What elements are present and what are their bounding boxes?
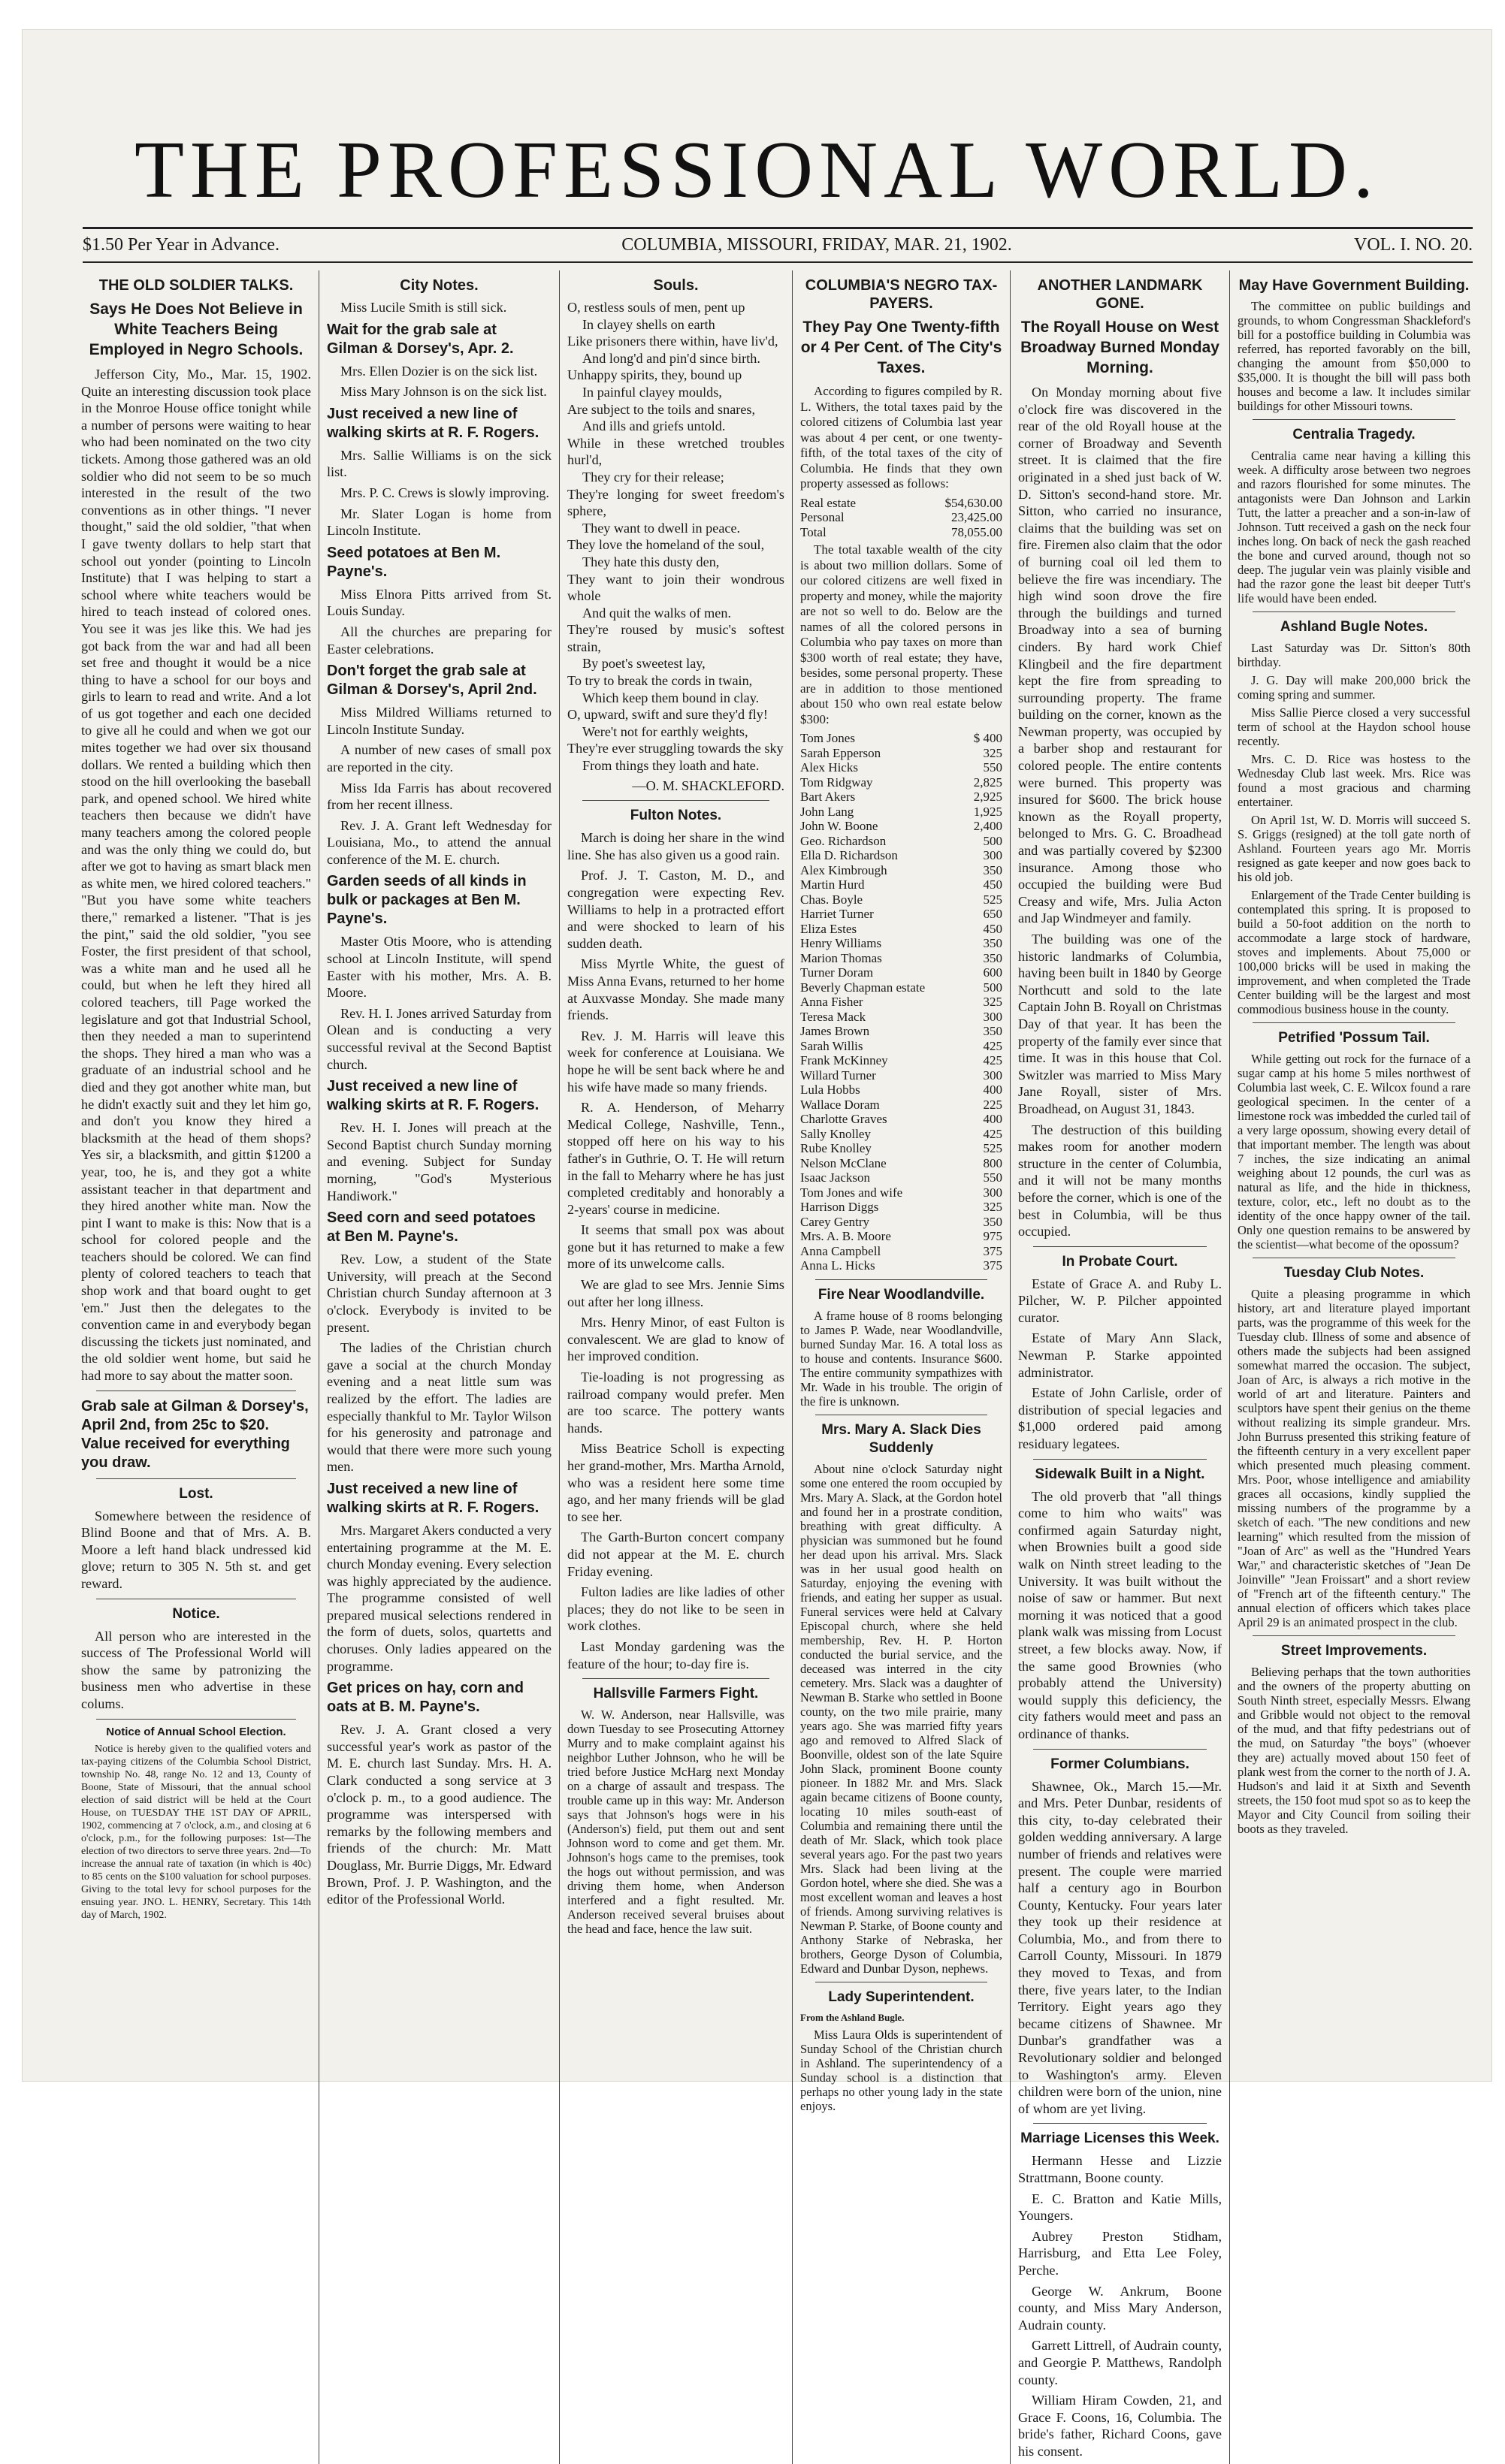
taxpayer-name: Charlotte Graves <box>800 1112 887 1126</box>
city-note: Mrs. Ellen Dozier is on the sick list. <box>340 363 538 379</box>
taxpayer-value: 2,825 <box>973 775 1002 790</box>
taxpayer-value: 300 <box>983 1067 1002 1083</box>
taxpayer-row <box>800 1200 1002 1215</box>
taxpayer-name: Anna Campbell <box>800 1243 881 1258</box>
tax-summary-table <box>800 496 1002 540</box>
taxpayer-name: John W. Boone <box>800 819 878 833</box>
taxpayer-row <box>800 1244 1002 1259</box>
fulton-note: March is doing her share in the wind line. She has also given us a good rain. <box>567 830 784 862</box>
text-lady: Miss Laura Olds is superintendent of Sunday School of the Christian church in Ashland. The superintendency of a Sunday school is a distinction that perhaps no other young lady in the state enjoys. <box>800 2027 1002 2113</box>
taxpayer-value: 300 <box>983 1185 1002 1200</box>
taxpayer-row <box>800 805 1002 820</box>
taxpayer-value: 2,925 <box>973 790 1002 804</box>
fulton-note: Miss Beatrice Scholl is expecting her grand-mother, Mrs. Martha Arnold, who was a resident here some time ago, and her many friends will be glad to see her. <box>567 1441 784 1524</box>
poem-line: In clayey shells on earth <box>582 316 715 332</box>
city-note: Rev. J. A. Grant closed a very successful year's work as pastor of the M. E. church last Sunday. Mrs. H. A. Clark conducted a song service at 3 o'clock p. m., to a good audience. The programme was interspersed with remarks by the following members and friends of the church: Mr. Matt Douglass, Mr. Burrie Diggs, Mr. Edward Brown, Prof. J. P. Washington, and the editor of the Professional World. <box>327 1722 552 1907</box>
probate-entry: Estate of John Carlisle, order of distribution of special legacies and $1,000 ordered paid among residuary legatees. <box>1018 1385 1222 1452</box>
city-note: The ladies of the Christian church gave a social at the church Monday evening and a neat little sum was realized by the effort. The ladies are especially thankful to Mr. Taylor Wilson for his generosity and patronage and would that there were more such young men. <box>327 1340 552 1475</box>
taxpayer-row <box>800 995 1002 1010</box>
headline-city-notes: City Notes. <box>400 277 479 294</box>
license-entry: William Hiram Cowden, 21, and Grace F. Coons, 16, Columbia. The bride's father, Richard Coons, gave his consent. <box>1018 2393 1222 2459</box>
fulton-note: Miss Myrtle White, the guest of Miss Anna Evans, returned to her home at Auxvasse Monday. She made many friends. <box>567 956 784 1023</box>
fulton-note: Prof. J. T. Caston, M. D., and congregation were expecting Rev. Williams to help in a protracted effort and were shocked to learn of his sudden death. <box>567 868 784 951</box>
headline-government: May Have Government Building. <box>1238 277 1470 294</box>
poem-line: Which keep them bound in clay. <box>582 690 760 705</box>
license-entry: Aubrey Preston Stidham, Harrisburg, and Etta Lee Foley, Perche. <box>1018 2228 1222 2278</box>
headline-souls: Souls. <box>653 277 699 294</box>
divider <box>1033 1749 1207 1750</box>
taxpayer-row <box>800 1024 1002 1039</box>
text-tax-mid: The total taxable wealth of the city is about two million dollars. Some of our colored citizens are well fixed in property and money, while the majority are not so well to do. Below are the names of all the colored persons in Columbia who pay taxes on more than $300 worth of real estate; they have, besides, some personal property. These are in addition to those mentioned about 150 who own real estate below $300: <box>800 542 1002 726</box>
taxpayer-name: Lula Hobbs <box>800 1083 860 1097</box>
summary-row <box>800 496 1002 511</box>
divider <box>582 800 769 801</box>
headline-tuesday: Tuesday Club Notes. <box>1283 1265 1425 1281</box>
divider <box>1033 1459 1207 1460</box>
taxpayer-value: 325 <box>983 1200 1002 1214</box>
fulton-note: We are glad to see Mrs. Jennie Sims out after her long illness. <box>567 1277 784 1309</box>
city-notes-ad: Don't forget the grab sale at Gilman & Dorsey's, April 2nd. <box>327 663 537 699</box>
city-notes-list <box>327 299 552 1908</box>
license-entry: E. C. Bratton and Katie Mills, Youngers. <box>1018 2191 1222 2224</box>
taxpayer-name: Ella D. Richardson <box>800 848 898 862</box>
taxpayer-name: Marion Thomas <box>800 950 882 965</box>
subhead-taxpayers: They Pay One Twenty-fifth or 4 Per Cent. of The City's Taxes. <box>800 319 1002 376</box>
city-note: Rev. H. I. Jones will preach at the Second Baptist church Sunday morning and evening. Subject for Sunday morning, "God's Mysterious Handiwork." <box>327 1120 552 1203</box>
ad-grab-sale: Grab sale at Gilman & Dorsey's, April 2nd, from 25c to $20. Value received for everything you draw. <box>81 1397 309 1471</box>
taxpayer-row <box>800 1258 1002 1273</box>
poem-line: From things they loath and hate. <box>582 758 760 774</box>
taxpayer-value: 350 <box>983 936 1002 950</box>
summary-value: 78,055.00 <box>951 524 1002 539</box>
summary-value: $54,630.00 <box>944 495 1002 510</box>
headline-lost: Lost. <box>179 1485 213 1502</box>
city-note: Rev. J. A. Grant left Wednesday for Louisiana, Mo., to attend the annual conference of the M. E. church. <box>327 817 552 867</box>
taxpayer-name: Carey Gentry <box>800 1214 870 1229</box>
taxpayer-row <box>800 819 1002 834</box>
probate-notes <box>1018 1276 1222 1453</box>
divider <box>1033 1246 1207 1247</box>
probate-entry: Estate of Grace A. and Ruby L. Pilcher, W. P. Pilcher appointed curator. <box>1018 1276 1222 1325</box>
taxpayer-row <box>800 1170 1002 1185</box>
taxpayer-value: 425 <box>983 1038 1002 1053</box>
taxpayer-value: 400 <box>983 1112 1002 1126</box>
taxpayer-row <box>800 1112 1002 1127</box>
taxpayer-name: Mrs. A. B. Moore <box>800 1229 891 1243</box>
poem-line: They're longing for sweet freedom's sphere, <box>567 486 784 519</box>
poem-line: Were't not for earthly weights, <box>582 723 748 739</box>
poem-line: O, restless souls of men, pent up <box>567 300 745 315</box>
text-tax-intro: According to figures compiled by R. L. Withers, the total taxes paid by the colored citizens of Columbia last year was about 4 per cent, or one twenty-fifth, of the total taxes of the city of Columbia. He finds that they own property assessed as follows: <box>800 384 1002 491</box>
ashland-note: On April 1st, W. D. Morris will succeed S. S. Griggs (resigned) at the toll gate north of Ashland. Fourteen years ago Mr. Morris resigned as gate keeper and now goes back to his old job. <box>1238 813 1470 884</box>
taxpayer-row <box>800 965 1002 980</box>
taxpayer-value: 425 <box>983 1126 1002 1141</box>
city-notes-ad: Seed corn and seed potatoes at Ben M. Payne's. <box>327 1209 536 1246</box>
city-note: Rev. Low, a student of the State University, will preach at the Second Christian church Sunday afternoon at 3 o'clock. Everybody is invited to be present. <box>327 1252 552 1335</box>
summary-row <box>800 525 1002 540</box>
headline-fulton: Fulton Notes. <box>630 808 722 824</box>
taxpayer-value: 2,400 <box>973 819 1002 833</box>
taxpayer-name: John Lang <box>800 804 854 819</box>
headline-taxpayers: COLUMBIA'S NEGRO TAX-PAYERS. <box>805 277 998 312</box>
taxpayer-value: 450 <box>983 877 1002 892</box>
taxpayer-value: 300 <box>983 1009 1002 1024</box>
taxpayer-row <box>800 877 1002 892</box>
article-old-soldier: Jefferson City, Mo., Mar. 15, 1902. Quite an interesting discussion took place in the Monroe House office tonight while a number of persons were waiting to hear who had been nominated on the two city tickets. Among those gathered was an old soldier who did not seem to be so much interested in the result of the two conventions as in other things. "I never thought," said the old soldier, "that when I gave twenty dollars to help start that school out yonder (pointing to Lincoln Institute) that I was helping to start a school where white teachers would be hired to teach instead of colored ones. You see it was jes like this. We had jes got back from the war and had all been set free and thought it would be a nice thing to have a school for our boys and girls to learn to read and write. And a lot of us got together and each one decided to give all he could and when we got our mites together we had over six thousand dollars. We rented a building which then stood on the hill overlooking the baseball park, and opened school. We hired white teachers then because we didn't have many teachers among the colored people and was the only thing we could do, but after we got to having as smart black men as white men, we hired colored teachers." "But you have some white teachers there," remarked a listener. "That is jes the pint," said the old soldier, "you see Foster, the first president of that school, was a white man and he used all he could, but when he left they hired all colored teachers, till Page worked the legislature and got that Industrial School, then they needed a man to superintend the shops. They hired a man who was a graduate of an industrial school and he died and they got another white man, but he didn't exactly suit and they let him go, and don't you know they hired a blacksmith at the head of them shops? Yes sir, a blacksmith, and gittin $1200 a year, too, he is, and they got a white assistant teacher in that department and they hired another white man. Now the pint I want to make is this: Now that is a school for colored people and the teachers should be colored. We can find plenty of colored teachers to teach that shop work and that board ought to get 'em." Just then the delegates to the convention came in and everybody began discussing the tickets just nominated, and the old soldier went home, but said he had more to say about the matter soon. <box>81 367 311 1384</box>
taxpayer-name: Martin Hurd <box>800 877 865 892</box>
poem-line: To try to break the cords in twain, <box>567 673 753 689</box>
taxpayer-row <box>800 951 1002 966</box>
taxpayer-row <box>800 922 1002 937</box>
taxpayer-name: Eliza Estes <box>800 921 857 936</box>
headline-lady: Lady Superintendent. <box>828 1988 975 2005</box>
taxpayer-name: Teresa Mack <box>800 1009 866 1024</box>
divider <box>1253 1022 1455 1023</box>
taxpayer-row <box>800 790 1002 805</box>
headline-licenses: Marriage Licenses this Week. <box>1020 2130 1219 2147</box>
poem-line: And ills and griefs untold. <box>582 418 726 434</box>
taxpayer-value: 975 <box>983 1229 1002 1243</box>
taxpayer-value: 550 <box>983 1170 1002 1185</box>
taxpayer-name: Anna Fisher <box>800 995 863 1009</box>
taxpayer-value: 450 <box>983 921 1002 936</box>
taxpayer-name: Beverly Chapman estate <box>800 980 926 995</box>
taxpayer-row <box>800 863 1002 878</box>
fulton-note: R. A. Henderson, of Meharry Medical College, Nashville, Tenn., stopped off here on his way to his father's in Guthrie, O. T. He will return in the fall to Meharry where he has just completed creditably and honorably a 2-years' course in medicine. <box>567 1100 784 1217</box>
city-notes-ad: Just received a new line of walking skirts at R. F. Rogers. <box>327 1480 539 1516</box>
city-note: Mrs. Sallie Williams is on the sick list. <box>327 447 552 480</box>
poem-line: They love the homeland of the soul, <box>567 537 765 553</box>
text-hallsville: W. W. Anderson, near Hallsville, was down Tuesday to see Prosecuting Attorney Murry and to make complaint against his neighbor Luther Johnson, who he will be tried before Justice McHarg next Monday on a charge of assault and trespass. The trouble came up in this way: Mr. Anderson says that Johnson's hogs were in his (Anderson's) field, put them out and sent Johnson word to come and get them. Mr. Johnson's hogs came to the premises, took the hogs out without permission, and was driving them home, when Anderson interfered and a fight resulted. Mr. Anderson received several bruises about the head and face, hence the law suit. <box>567 1708 784 1937</box>
taxpayer-value: 350 <box>983 1214 1002 1229</box>
headline-former: Former Columbians. <box>1050 1756 1189 1772</box>
taxpayer-name: Chas. Boyle <box>800 892 863 907</box>
taxpayer-value: 650 <box>983 907 1002 921</box>
taxpayer-name: Geo. Richardson <box>800 833 887 848</box>
taxpayer-name: Harriet Turner <box>800 907 874 921</box>
taxpayer-name: Sally Knolley <box>800 1126 871 1141</box>
taxpayer-value: $ 400 <box>973 731 1002 745</box>
city-notes-ad: Just received a new line of walking skirts at R. F. Rogers. <box>327 1078 539 1114</box>
text-notice: All person who are interested in the success of The Professional World will show the same by patronizing the business men who advertise in these colums. <box>81 1628 311 1711</box>
dateline <box>83 231 1473 258</box>
subhead-landmark: The Royall House on West Broadway Burned Monday Morning. <box>1020 319 1219 376</box>
text-slack: About nine o'clock Saturday night some one entered the room occupied by Mrs. Mary A. Slack, at the Gordon hotel and found her in a prostrate condition, breathing with great difficulty. A physician was summoned but he found her dead upon his arrival. Mrs. Slack was in her usual good health on Saturday, enjoying the evening with friends, and eating her supper as usual. Funeral services were held at Calvary Episcopal church, where she held membership, Rev. H. P. Horton conducted the burial service, and the deceased was interred in the city cemetery. Mrs. Slack was a daughter of Newman B. Starke who settled in Boone county, on the two mile prairie, many years ago. She was married fifty years ago and removed to Alfred Slack of Boonville, oldest son of the late Squire John Slack, prominent Boone county pioneer. In 1882 Mr. and Mrs. Slack again became citizens of Boone county, locating 10 miles south-east of Columbia and remaining there until the death of Mr. Slack, which took place several years ago. For the past two years Mrs. Slack had been living at the Gordon hotel, where she died. She was a most excellent woman and leaves a host of friends. Among surviving relatives is Newman P. Starke, of Boone county and Anthony Starke of Nebraska, her brothers, George Dyson of Columbia, Edward and Dunbar Dyson, nephews. <box>800 1461 1002 1976</box>
poem-line: They hate this dusty den, <box>582 554 720 569</box>
taxpayer-name: Isaac Jackson <box>800 1170 870 1185</box>
taxpayer-value: 525 <box>983 1141 1002 1155</box>
taxpayer-value: 500 <box>983 833 1002 848</box>
taxpayer-row <box>800 1039 1002 1054</box>
taxpayer-row <box>800 834 1002 849</box>
city-notes-ad: Seed potatoes at Ben M. Payne's. <box>327 544 501 580</box>
landmark-article <box>1018 384 1222 1240</box>
poem-line: While in these wretched troubles hurl'd, <box>567 435 784 468</box>
poem-line: Are subject to the toils and snares, <box>567 401 756 417</box>
city-note: Mrs. P. C. Crews is slowly improving. <box>340 485 549 500</box>
city-notes-ad: Garden seeds of all kinds in bulk or packages at Ben M. Payne's. <box>327 873 527 928</box>
taxpayer-value: 525 <box>983 892 1002 907</box>
city-note: Mr. Slater Logan is home from Lincoln Institute. <box>327 506 552 539</box>
taxpayer-name: Alex Hicks <box>800 760 858 775</box>
city-note: Miss Mary Johnson is on the sick list. <box>340 384 547 400</box>
headline-possum: Petrified 'Possum Tail. <box>1278 1030 1430 1046</box>
taxpayer-name: Henry Williams <box>800 936 882 950</box>
taxpayer-value: 350 <box>983 950 1002 965</box>
city-notes-ad: Get prices on hay, corn and oats at B. M. Payne's. <box>327 1680 524 1716</box>
taxpayer-row <box>800 1068 1002 1083</box>
taxpayer-row <box>800 1053 1002 1068</box>
masthead-title: THE PROFESSIONAL WORLD. <box>134 125 1380 215</box>
taxpayer-row <box>800 907 1002 922</box>
column-6 <box>1230 270 1478 2464</box>
divider <box>1253 419 1455 420</box>
fulton-note: The Garth-Burton concert company did not appear at the M. E. church Friday evening. <box>567 1529 784 1579</box>
taxpayer-name: James Brown <box>800 1024 870 1038</box>
columns <box>74 270 1501 2459</box>
taxpayer-value: 325 <box>983 995 1002 1009</box>
divider <box>815 1279 987 1280</box>
taxpayer-value: 375 <box>983 1243 1002 1258</box>
headline-sidewalk: Sidewalk Built in a Night. <box>1035 1466 1205 1482</box>
taxpayer-value: 225 <box>983 1097 1002 1112</box>
taxpayer-name: Harrison Diggs <box>800 1200 879 1214</box>
taxpayer-value: 425 <box>983 1053 1002 1067</box>
fulton-note: Last Monday gardening was the feature of the hour; to-day fire is. <box>567 1638 784 1671</box>
ashland-note: Last Saturday was Dr. Sitton's 80th birthday. <box>1238 641 1470 669</box>
column-4 <box>793 270 1011 2464</box>
headline-old-soldier: THE OLD SOLDIER TALKS. <box>98 277 294 294</box>
landmark-paragraph: The destruction of this building makes room for another modern structure in the center of Columbia, and it will not be many months before the corner, which is one of the best in Columbia, will be thus occupied. <box>1018 1122 1222 1240</box>
poem-line: They cry for their release; <box>582 469 724 485</box>
divider <box>1253 611 1455 612</box>
taxpayer-name: Willard Turner <box>800 1067 876 1083</box>
taxpayer-name: Tom Jones and wife <box>800 1185 903 1200</box>
poem-line: They're ever struggling towards the sky <box>567 741 784 756</box>
text-lost: Somewhere between the residence of Blind Boone and that of Mrs. A. B. Moore a left hand black undressed kid glove; return to 305 N. 5th st. and get reward. <box>81 1508 311 1591</box>
summary-row <box>800 510 1002 525</box>
city-note: Miss Elnora Pitts arrived from St. Louis Sunday. <box>327 586 552 619</box>
text-former: Shawnee, Ok., March 15.—Mr. and Mrs. Peter Dunbar, residents of this city, to-day celebrated their golden wedding anniversary. A large number of friends and relatives were present. The couple were married half a century ago in Bourbon County, Kentucky. Four years later they took up their residence at Columbia, Mo., and from there to Carroll County, Missouri. In 1879 they moved to Texas, and from there, five years later, to the Indian Territory. Eight years ago they became citizens of Shawnee. Mr Dunbar's grandfather was a Revolutionary soldier and belonged to Washington's army. Eleven children were born of the union, nine of whom are yet living. <box>1018 1778 1222 2116</box>
taxpayer-row <box>800 848 1002 863</box>
text-government: The committee on public buildings and grounds, to whom Congressman Shackleford's bill for a postoffice building in Columbia was referred, has reported favorably on the bill, changing the amount from $50,000 to $35,000. It is thought the bill will pass both houses and become a law. It includes similar buildings for other Missouri towns. <box>1238 299 1470 413</box>
license-entry: George W. Ankrum, Boone county, and Miss Mary Anderson, Audrain county. <box>1018 2283 1222 2333</box>
text-tuesday: Quite a pleasing programme in which history, art and literature played important parts, was the programme of this week for the Tuesday club. Illness of some and absence of others made the subjects had been assigned somewhat marred the occasion. The subject, Joan of Arc, is always a rich motive in the world of art and literature. Painters and sculptors have spent their genius on the theme without realizing its simple grandeur. Mrs. John Burruss presented this striking feature of the fifteenth century in a very excellent paper which presented much pleasing comment. Mrs. Poor, whose intelligence and amiability graces all occasions, kindly supplied the missing numbers of the programme by a sketch of each. "The new conditions and new learning" which resulted from the mission of "Joan of Arc" as well as the "Hundred Years War," and characteristic sketches of "Jean De Joinville" "Jean Froissart" and a short review of "French art of the fifteenth century." The annual election of officers which takes place April 29 is an animated prospect in the club. <box>1238 1287 1470 1629</box>
taxpayer-name: Bart Akers <box>800 790 856 804</box>
taxpayer-name: Tom Jones <box>800 731 855 745</box>
city-note: Miss Lucile Smith is still sick. <box>340 300 507 315</box>
poem-line: And quit the walks of men. <box>582 605 732 621</box>
city-note: Miss Ida Farris has about recovered from her recent illness. <box>327 780 552 813</box>
column-1 <box>74 270 319 2464</box>
headline-ashland: Ashland Bugle Notes. <box>1280 619 1428 635</box>
column-3 <box>560 270 793 2464</box>
city-note: Miss Mildred Williams returned to Lincoln Institute Sunday. <box>327 705 552 737</box>
summary-label: Personal <box>800 510 845 524</box>
text-street: Believing perhaps that the town authorities and the owners of the property abutting on South Ninth street, especially Messrs. Elwang and Gribble would not object to the removal of the mud, and that fifty pedestrians out of the mud, on Saturday "the boys" (whoever they are) actually moved about 150 feet of plank west from the corner to the north of J. A. Hudson's and laid it at Sixth and Seventh streets, the 150 foot mud spot so as to keep the Mayor and City Council from soiling their boots as they traveled. <box>1238 1665 1470 1836</box>
taxpayer-value: 350 <box>983 862 1002 877</box>
taxpayer-name: Sarah Willis <box>800 1038 863 1053</box>
poem-souls <box>567 299 784 775</box>
taxpayer-row <box>800 1083 1002 1098</box>
poem-line: They want to dwell in peace. <box>582 520 741 536</box>
city-note: Master Otis Moore, who is attending school at Lincoln Institute, will spend Easter with his mother, Mrs. A. B. Moore. <box>327 934 552 1001</box>
divider <box>1253 1635 1455 1636</box>
divider <box>582 1678 769 1679</box>
taxpayer-row <box>800 760 1002 775</box>
poem-line: In painful clayey moulds, <box>582 384 722 400</box>
taxpayer-row <box>800 936 1002 951</box>
poem-line: By poet's sweetest lay, <box>582 656 706 672</box>
taxpayer-name: Sarah Epperson <box>800 745 881 760</box>
ashland-note: J. G. Day will make 200,000 brick the coming spring and summer. <box>1238 673 1470 702</box>
taxpayer-value: 1,925 <box>973 804 1002 819</box>
text-sidewalk: The old proverb that "all things come to him who waits" was confirmed again Saturday night, when Brownies built a good side walk on Ninth street leading to the University. It was built without the noise of saw or hammer. But next morning it was noticed that a good plank walk was missing from Locust street, a few blocks away. Now, if the same good Brownies (who probably attend the University) would supply this deficiency, the city fathers would meet and pass an ordinance of thanks. <box>1018 1488 1222 1741</box>
taxpayer-row <box>800 1156 1002 1171</box>
summary-value: 23,425.00 <box>951 510 1002 524</box>
taxpayer-value: 800 <box>983 1155 1002 1170</box>
city-notes-ad: Wait for the grab sale at Gilman & Dorsey's, Apr. 2. <box>327 321 514 357</box>
taxpayer-row <box>800 1229 1002 1244</box>
column-5 <box>1011 270 1230 2464</box>
taxpayer-row <box>800 1185 1002 1200</box>
summary-label: Total <box>800 524 827 539</box>
text-centralia: Centralia came near having a killing this week. A difficulty arose between two negroes and razors flourished for some minutes. The antagonists were Dan Johnson and Larkin Tutt, the latter a preacher and a son-in-law of Johnson. Tutt received a gash on the neck four inches long. On back of neck the gash reached the bone and curved around, though not so deep. The jugular vein was plainly visible and had the razor gone the least bit deeper Tutt's life would have been ended. <box>1238 448 1470 605</box>
probate-entry: Estate of Mary Ann Slack, Newman P. Starke appointed administrator. <box>1018 1330 1222 1380</box>
taxpayer-value: 550 <box>983 760 1002 775</box>
summary-label: Real estate <box>800 495 857 510</box>
headline-landmark: ANOTHER LANDMARK GONE. <box>1037 277 1203 312</box>
taxpayer-name: Turner Doram <box>800 965 874 980</box>
fulton-note: Rev. J. M. Harris will leave this week for conference at Louisiana. We hope he will be sent back where he and his wife have made so many friends. <box>567 1028 784 1095</box>
taxpayer-row <box>800 892 1002 907</box>
taxpayer-name: Frank McKinney <box>800 1053 888 1067</box>
source-lady: From the Ashland Bugle. <box>800 2011 905 2023</box>
taxpayer-row <box>800 1141 1002 1156</box>
poem-line: And long'd and pin'd since birth. <box>582 350 760 366</box>
headline-notice: Notice. <box>172 1605 220 1622</box>
ashland-note: Miss Sallie Pierce closed a very successful term of school at the Haydon school house recently. <box>1238 705 1470 748</box>
landmark-paragraph: The building was one of the historic landmarks of Columbia, having been built in 1840 by George Northcutt and sold to the late Captain John B. Royall on Christmas Day of that year. It has been the property of the family ever since that time. It was in this house that Col. Switzler was married to Miss Mary Jane Royall, sister of Mrs. Broadhead, on August 31, 1843. <box>1018 932 1222 1116</box>
taxpayer-row <box>800 775 1002 790</box>
taxpayer-value: 375 <box>983 1258 1002 1273</box>
newspaper-page <box>23 30 1491 2459</box>
poem-line: Unhappy spirits, they, bound up <box>567 367 742 383</box>
divider <box>96 1719 296 1720</box>
fulton-note: Tie-loading is not progressing as railroad company would prefer. Men are too scarce. The pottery wants hands. <box>567 1369 784 1436</box>
ashland-notes <box>1238 641 1470 1016</box>
poem-line: They want to join their wondrous whole <box>567 571 784 604</box>
poem-signature: —O. M. SHACKLEFORD. <box>632 778 784 793</box>
top-rule <box>83 227 1473 229</box>
taxpayer-row <box>800 1010 1002 1025</box>
taxpayer-row <box>800 1098 1002 1113</box>
taxpayer-name: Rube Knolley <box>800 1141 872 1155</box>
taxpayer-value: 500 <box>983 980 1002 995</box>
city-note: A number of new cases of small pox are reported in the city. <box>327 742 552 775</box>
taxpayer-row <box>800 1127 1002 1142</box>
column-2 <box>319 270 560 2464</box>
city-note: Rev. H. I. Jones arrived Saturday from Olean and is conducting a very successful revival at the Second Baptist church. <box>327 1005 552 1072</box>
subhead-old-soldier: Says He Does Not Believe in White Teachers Being Employed in Negro Schools. <box>89 300 304 358</box>
place-and-date: COLUMBIA, MISSOURI, FRIDAY, MAR. 21, 1902. <box>621 234 1012 255</box>
fulton-note: It seems that small pox was about gone but it has returned to make a few more of its unwelcome calls. <box>567 1222 784 1272</box>
divider <box>1033 2123 1207 2124</box>
subscription-price: $1.50 Per Year in Advance. <box>83 234 280 255</box>
taxpayer-name: Alex Kimbrough <box>800 862 887 877</box>
licenses-list <box>1018 2152 1222 2459</box>
taxpayer-table <box>800 731 1002 1273</box>
taxpayer-row <box>800 1215 1002 1230</box>
bottom-rule <box>83 261 1473 263</box>
taxpayer-value: 300 <box>983 848 1002 862</box>
taxpayer-name: Wallace Doram <box>800 1097 880 1112</box>
fulton-notes <box>567 829 784 1672</box>
text-fire: A frame house of 8 rooms belonging to James P. Wade, near Woodlandville, burned Sunday Mar. 16. A total loss as to house and contents. Insurance $600. The entire community sympathizes with Mr. Wade in his trouble. The origin of the fire is unknown. <box>800 1308 1002 1409</box>
taxpayer-row <box>800 731 1002 746</box>
divider <box>96 1478 296 1479</box>
license-entry: Hermann Hesse and Lizzie Strattmann, Boone county. <box>1018 2153 1222 2185</box>
city-notes-ad: Just received a new line of walking skirts at R. F. Rogers. <box>327 405 539 441</box>
city-note: Mrs. Margaret Akers conducted a very entertaining programme at the M. E. church Monday evening. Every selection was highly appreciated by the audience. The programme consisted of well prepared musical selections rendered in the form of duets, solos, quartetts and choruses. Only ladies appeared on the programme. <box>327 1522 552 1674</box>
ashland-note: Enlargement of the Trade Center building is contemplated this spring. It is proposed to build a 50-foot addition on the north to accommodate a large stock of hardware, stoves and implements. About 75,000 or 100,000 bricks will be used in making the improvement, and when completed the Trade Center building will be the largest and most commodious business house in the county. <box>1238 888 1470 1016</box>
headline-street: Street Improvements. <box>1280 1643 1428 1659</box>
headline-probate: In Probate Court. <box>1062 1253 1178 1270</box>
taxpayer-value: 600 <box>983 965 1002 980</box>
text-possum: While getting out rock for the furnace of a sugar camp at his home 5 miles northwest of Columbia last week, C. E. Wilcox found a rare geological specimen. In the center of a limestone rock was imbedded the curled tail of a very large opossum, showing every detail of that important member. The length was about 7 inches, the size indicating an animal weighing about 12 pounds, the curl was as natural as life, and the hide in thickness, texture, color, etc., left no doubt as to the identity of the once happy owner of the tail. Only one question remains to be answered by the scientist—what become of the opossum? <box>1238 1052 1470 1252</box>
headline-election: Notice of Annual School Election. <box>106 1725 286 1738</box>
headline-fire: Fire Near Woodlandville. <box>817 1286 985 1303</box>
landmark-paragraph: On Monday morning about five o'clock fire was discovered in the rear of the old Royall house at the corner of Broadway and Seventh street. It is claimed that the fire originated in a shed just back of W. D. Sitton's second-hand store. Mr. Sitton, who carried no insurance, claims that the building was set on fire. Firemen also claim that the odor of burning coal oil led them to believe the fire was incendiary. The high wind soon drove the fire through the buildings and turned Broadway into a sea of burning cinders. By hard work Chief Klingbeil and the fire department kept the fire from spreading to surrounding property. The frame building on the corner, known as the Newman property, was occupied by a barber shop and restaurant for colored people. The entire contents were burned. This property was insured for $600. The brick house known as the Royall property, belonged to Mrs. G. C. Broadhead and was partially covered by $2300 insurance. Among those who occupied the building were Bud Creasy and wife, Mrs. Julia Acton and Jap Windmeyer and family. <box>1018 385 1222 926</box>
poem-line: Like prisoners there within, have liv'd, <box>567 334 778 349</box>
poem-line: O, upward, swift and sure they'd fly! <box>567 707 768 723</box>
taxpayer-name: Anna L. Hicks <box>800 1258 875 1273</box>
volume-number: VOL. I. NO. 20. <box>1354 234 1473 255</box>
headline-hallsville: Hallsville Farmers Fight. <box>593 1686 759 1702</box>
ashland-note: Mrs. C. D. Rice was hostess to the Wednesday Club last week. Mrs. Rice was found a most gracious and charming entertainer. <box>1238 752 1470 809</box>
taxpayer-name: Tom Ridgway <box>800 775 873 790</box>
license-entry: Garrett Littrell, of Audrain county, and Georgie P. Matthews, Randolph county. <box>1018 2338 1222 2387</box>
taxpayer-value: 400 <box>983 1083 1002 1097</box>
poem-line: They're roused by music's softest strain, <box>567 622 784 654</box>
taxpayer-value: 350 <box>983 1024 1002 1038</box>
headline-centralia: Centralia Tragedy. <box>1292 427 1416 442</box>
taxpayer-row <box>800 980 1002 995</box>
text-election: Notice is hereby given to the qualified voters and tax-paying citizens of the Columbia School District, township No. 48, range No. 12 and 13, County of Boone, State of Missouri, that the annual school election of said district will be held at the Court House, on TUESDAY THE 1ST DAY OF APRIL, 1902, commencing at 7 o'clock, a.m., and closing at 6 o'clock, p.m., for the following purposes: 1st—The election of two directors to serve three years. 2nd—To increase the annual rate of taxation (in which is 40c) to 85 cents on the $100 valuation for school purposes. Giving to the total levy for school purposes for the ensuing year. JNO. L. HENRY, Secretary. This 14th day of March, 1902. <box>81 1743 311 1921</box>
taxpayer-row <box>800 746 1002 761</box>
taxpayer-value: 325 <box>983 745 1002 760</box>
headline-slack: Mrs. Mary A. Slack Dies Suddenly <box>821 1421 981 1456</box>
fulton-note: Mrs. Henry Minor, of east Fulton is convalescent. We are glad to know of her improved condition. <box>567 1315 784 1364</box>
city-note: All the churches are preparing for Easter celebrations. <box>327 624 552 657</box>
fulton-note: Fulton ladies are like ladies of other places; they do not like to be seen in work clothes. <box>567 1584 784 1634</box>
taxpayer-name: Nelson McClane <box>800 1155 887 1170</box>
